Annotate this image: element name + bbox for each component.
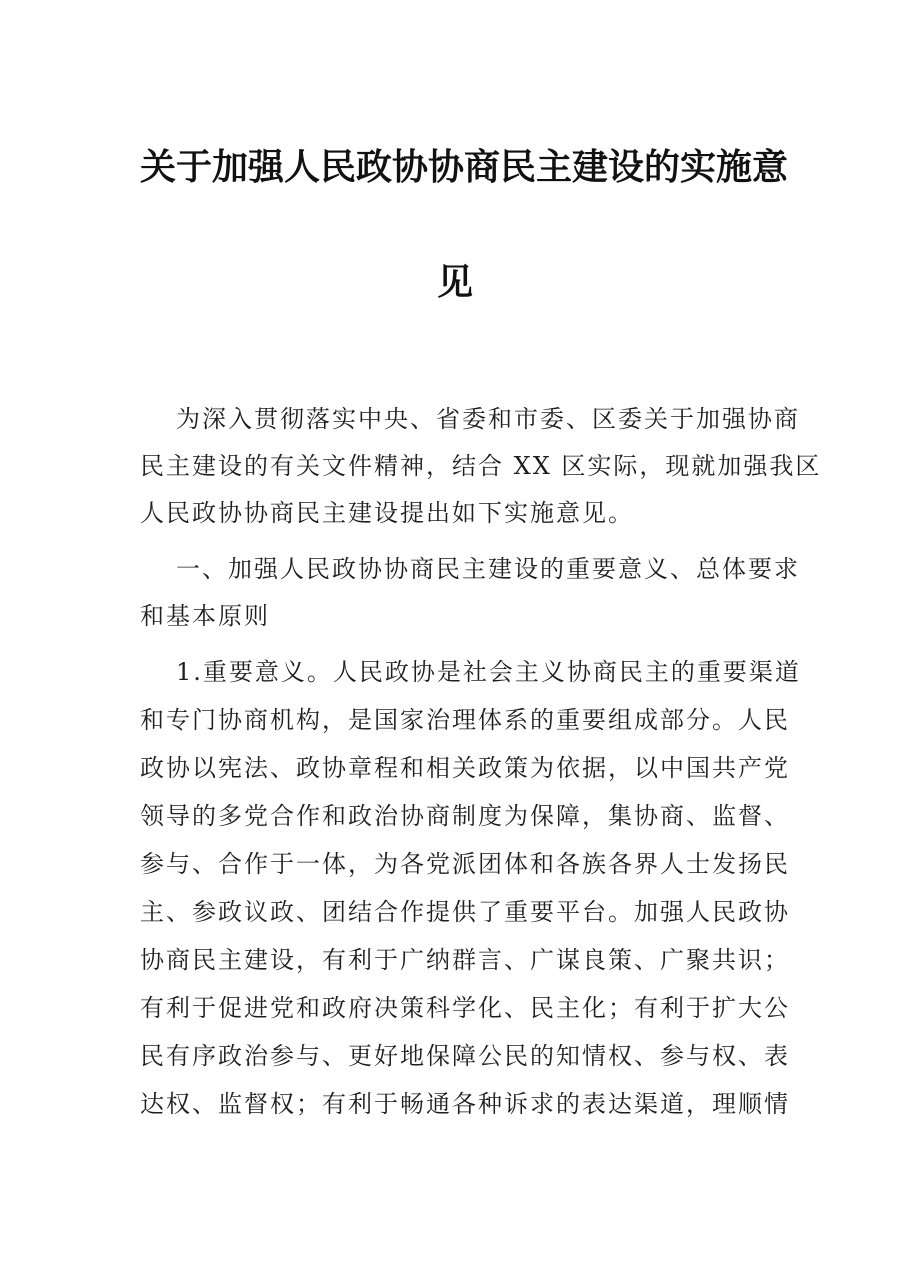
paragraph-body-line: 参与、合作于一体，为各党派团体和各族各界人士发扬民 [140, 850, 790, 878]
paragraph-body-line: 民有序政治参与、更好地保障公民的知情权、参与权、表 [140, 1042, 790, 1070]
paragraph-body-line: 和专门协商机构，是国家治理体系的重要组成部分。人民 [140, 706, 790, 734]
paragraph-body-line: 达权、监督权；有利于畅通各种诉求的表达渠道，理顺情 [140, 1090, 790, 1118]
document-title-line-1: 关于加强人民政协协商民主建设的实施意 [140, 146, 789, 188]
paragraph-body-line: 主、参政议政、团结合作提供了重要平台。加强人民政协 [140, 898, 790, 926]
document-title-line-2: 见 [436, 261, 473, 303]
paragraph-body-line: 领导的多党合作和政治协商制度为保障，集协商、监督、 [140, 802, 790, 830]
section-heading-line: 一、加强人民政协协商民主建设的重要意义、总体要求 [176, 555, 800, 583]
paragraph-body-line: 1.重要意义。人民政协是社会主义协商民主的重要渠道 [176, 658, 801, 686]
paragraph-body-line: 有利于促进党和政府决策科学化、民主化；有利于扩大公 [140, 994, 790, 1022]
section-heading-line: 和基本原则 [140, 602, 270, 630]
paragraph-intro-line: 为深入贯彻落实中央、省委和市委、区委关于加强协商 [176, 405, 800, 433]
paragraph-intro-line: 人民政协协商民主建设提出如下实施意见。 [140, 499, 634, 527]
paragraph-body-line: 协商民主建设，有利于广纳群言、广谋良策、广聚共识； [140, 946, 790, 974]
paragraph-body-line: 政协以宪法、政协章程和相关政策为依据，以中国共产党 [140, 754, 790, 782]
paragraph-intro-line: 民主建设的有关文件精神，结合 XX 区实际，现就加强我区 [140, 452, 822, 480]
